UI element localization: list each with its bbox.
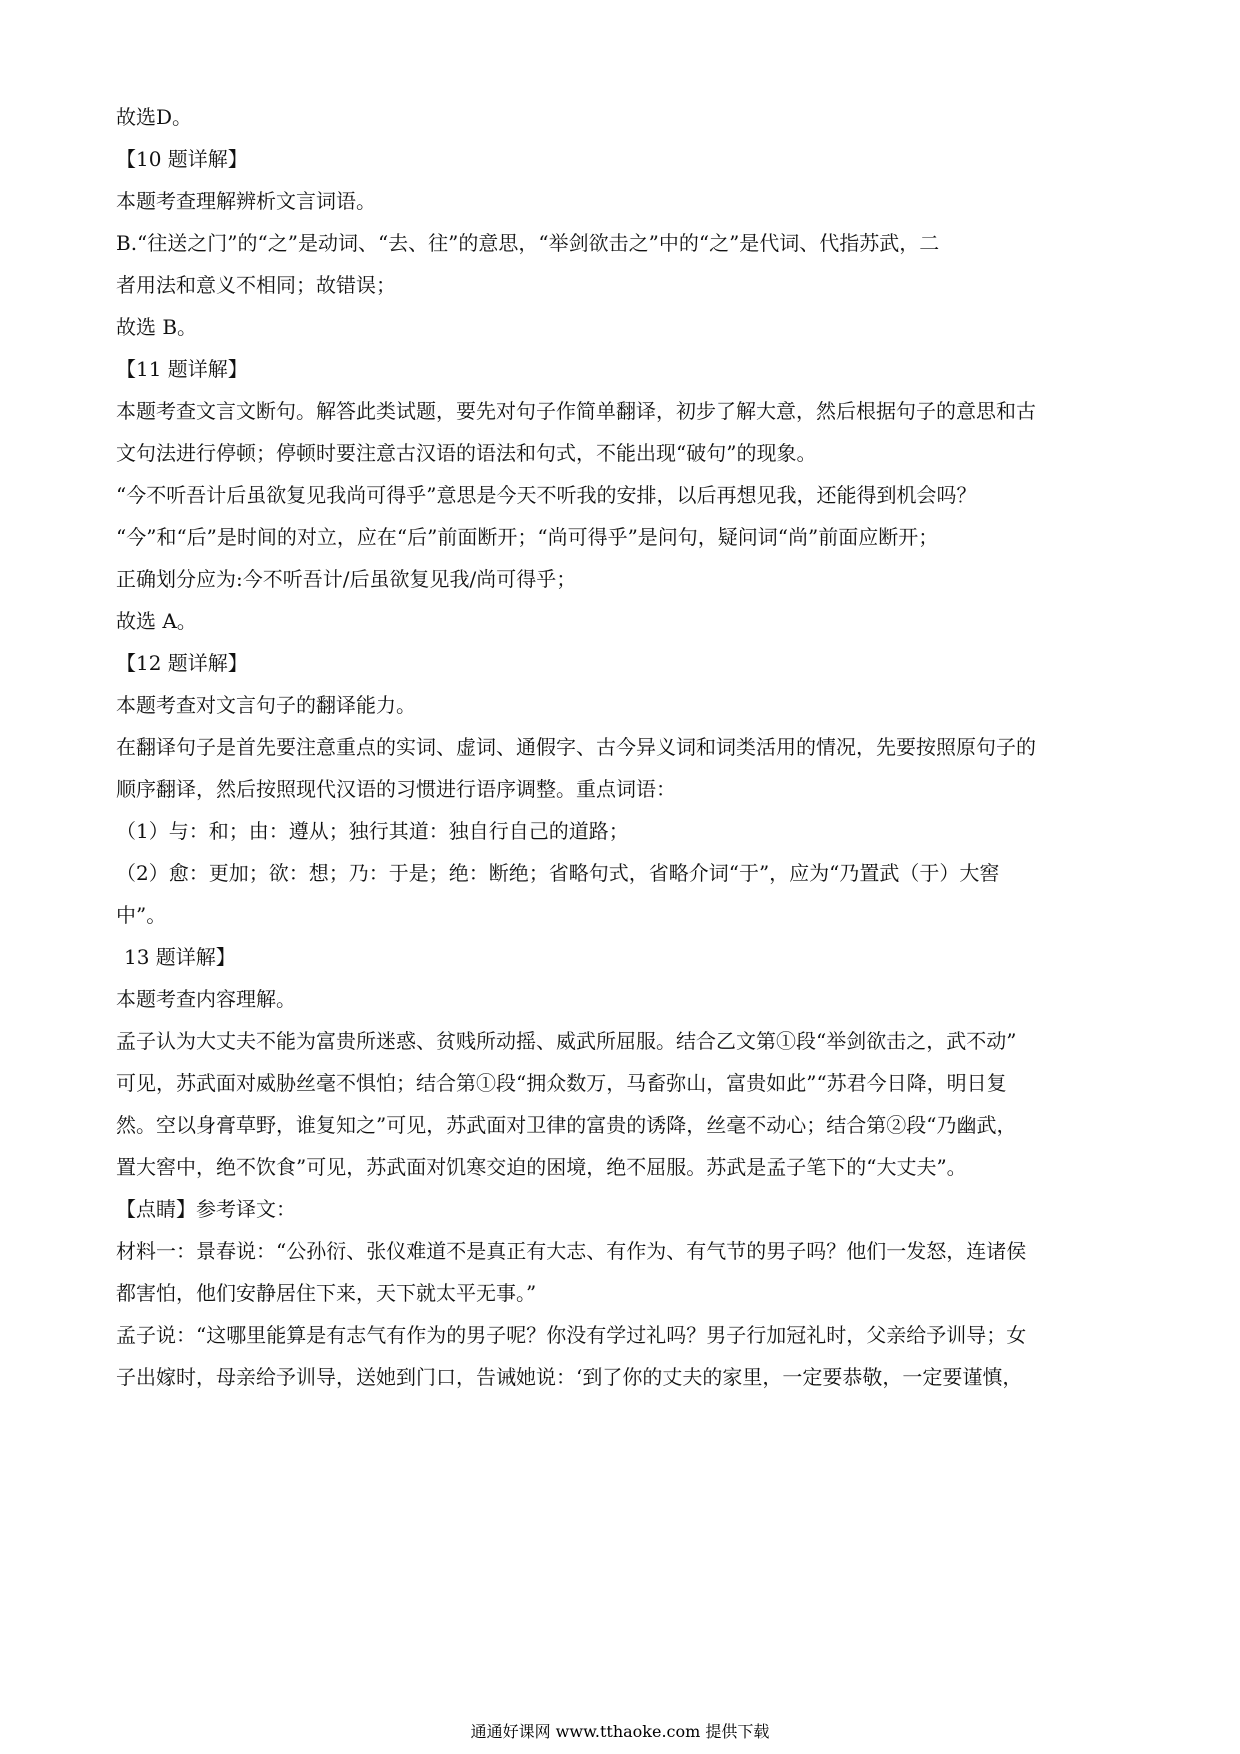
text-line: 在翻译句子是首先要注意重点的实词、虚词、通假字、古今异义词和词类活用的情况，先要按照原句子的 <box>116 735 1036 759</box>
text-line: 然。空以身膏草野，谁复知之”可见，苏武面对卫律的富贵的诱降，丝毫不动心；结合第②段“乃幽武， <box>116 1113 1017 1137</box>
text-line: “今不听吾计后虽欲复见我尚可得乎”意思是今天不听我的安排，以后再想见我，还能得到机会吗？ <box>116 483 977 507</box>
text-line: 置大窖中，绝不饮食”可见，苏武面对饥寒交迫的困境，绝不屈服。苏武是孟子笔下的“大丈夫”。 <box>116 1155 967 1179</box>
text-line: （1）与：和；由：遵从；独行其道：独自行自己的道路； <box>116 819 629 843</box>
text-line: 故选D。 <box>116 105 193 129</box>
section-heading-13: 13 题详解】 <box>124 945 236 969</box>
text-line: 可见，苏武面对威胁丝毫不惧怕；结合第①段“拥众数万，马畜弥山，富贵如此”“苏君今日降，明日复 <box>116 1071 1007 1095</box>
text-line: 顺序翻译，然后按照现代汉语的习惯进行语序调整。重点词语： <box>116 777 676 801</box>
text-line: 孟子说：“这哪里能算是有志气有作为的男子呢？你没有学过礼吗？男子行加冠礼时，父亲给予训导；女 <box>116 1323 1027 1347</box>
text-line: B.“往送之门”的“之”是动词、“去、往”的意思，“举剑欲击之”中的“之”是代词、代指苏武，二 <box>116 231 940 255</box>
text-line: 子出嫁时，母亲给予训导，送她到门口，告诫她说：‘到了你的丈夫的家里，一定要恭敬，一定要谨慎， <box>116 1365 1023 1389</box>
dianjing-heading: 【点睛】参考译文： <box>116 1197 296 1221</box>
section-heading-11: 【11 题详解】 <box>116 357 248 381</box>
text-line: 故选 A。 <box>116 609 197 633</box>
text-line: 材料一：景春说：“公孙衍、张仪难道不是真正有大志、有作为、有气节的男子吗？他们一发怒，连诸侯 <box>116 1239 1027 1263</box>
text-line: 本题考查理解辨析文言词语。 <box>116 189 376 213</box>
document-body <box>116 96 1126 1398</box>
text-line: 者用法和意义不相同；故错误； <box>116 273 396 297</box>
text-line: （2）愈：更加；欲：想；乃：于是；绝：断绝；省略句式，省略介词“于”，应为“乃置武（于）大窖 <box>116 861 1000 885</box>
section-heading-12: 【12 题详解】 <box>116 651 248 675</box>
text-line: 故选 B。 <box>116 315 198 339</box>
page-footer: 通通好课网 www.tthaoke.com 提供下载 <box>470 1722 770 1741</box>
section-heading-10: 【10 题详解】 <box>116 147 248 171</box>
text-line: “今”和“后”是时间的对立，应在“后”前面断开；“尚可得乎”是问句，疑问词“尚”前面应断开； <box>116 525 939 549</box>
text-line: 正确划分应为:今不听吾计/后虽欲复见我/尚可得乎； <box>116 567 577 591</box>
text-line: 孟子认为大丈夫不能为富贵所迷惑、贫贱所动摇、威武所屈服。结合乙文第①段“举剑欲击之，武不动” <box>116 1029 1017 1053</box>
text-line: 本题考查文言文断句。解答此类试题，要先对句子作简单翻译，初步了解大意，然后根据句子的意思和古 <box>116 399 1036 423</box>
text-line: 中”。 <box>116 903 167 927</box>
text-line: 本题考查对文言句子的翻译能力。 <box>116 693 416 717</box>
text-line: 都害怕，他们安静居住下来，天下就太平无事。” <box>116 1281 537 1305</box>
text-line: 本题考查内容理解。 <box>116 987 296 1011</box>
text-line: 文句法进行停顿；停顿时要注意古汉语的语法和句式，不能出现“破句”的现象。 <box>116 441 817 465</box>
